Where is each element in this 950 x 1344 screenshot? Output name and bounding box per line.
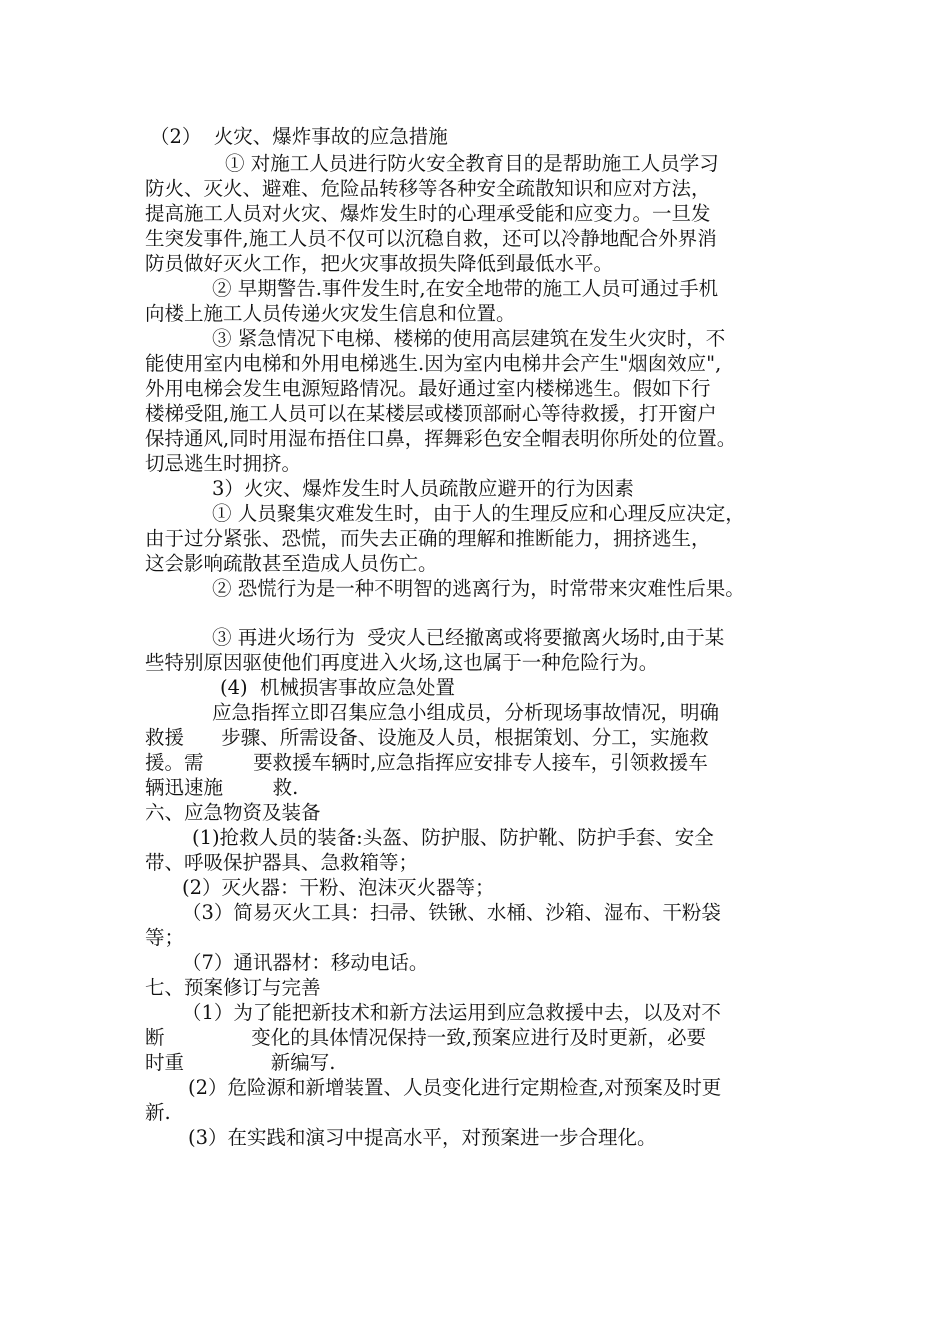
list-item: (1)抢救人员的装备:头盔、防护服、防护靴、防护手套、安全: [192, 826, 714, 849]
paragraph-line: 防火、灭火、避难、危险品转移等各种安全疏散知识和应对方法，: [145, 177, 711, 200]
paragraph-line: ③ 再进火场行为 受灾人已经撤离或将要撤离火场时,由于某: [212, 626, 725, 649]
paragraph-line: ① 对施工人员进行防火安全教育目的是帮助施工人员学习: [225, 152, 719, 175]
paragraph-line: 应急指挥立即召集应急小组成员，分析现场事故情况，明确: [212, 701, 720, 724]
paragraph-line: 生突发事件,施工人员不仅可以沉稳自救，还可以冷静地配合外界消: [145, 227, 717, 250]
list-item: （1）为了能把新技术和新方法运用到应急救援中去，以及对不: [182, 1001, 721, 1024]
paragraph-line: 辆迅速施 救.: [145, 776, 299, 799]
list-item: 等；: [145, 926, 185, 949]
paragraph-line: 切忌逃生时拥挤。: [145, 452, 302, 475]
paragraph-line: ② 早期警告.事件发生时,在安全地带的施工人员可通过手机: [212, 277, 719, 300]
list-item: 断 变化的具体情况保持一致,预案应进行及时更新，必要: [145, 1026, 706, 1049]
list-item: 时重 新编写.: [145, 1051, 336, 1074]
section-heading: 七、预案修订与完善: [145, 976, 321, 999]
paragraph-line: ① 人员聚集灾难发生时，由于人的生理反应和心理反应决定，: [212, 502, 745, 525]
section-heading: 六、应急物资及装备: [145, 801, 321, 824]
list-item: （3）简易灭火工具：扫帚、铁锹、水桶、沙箱、湿布、干粉袋: [182, 901, 721, 924]
list-item: 带、呼吸保护器具、急救箱等；: [145, 851, 419, 874]
paragraph-line: 外用电梯会发生电源短路情况。最好通过室内楼梯逃生。假如下行: [145, 377, 711, 400]
list-item: (2）危险源和新增装置、人员变化进行定期检查,对预案及时更: [188, 1076, 722, 1099]
paragraph-line: ② 恐慌行为是一种不明智的逃离行为，时常带来灾难性后果。: [212, 577, 745, 600]
list-item: (3）在实践和演习中提高水平，对预案进一步合理化。: [188, 1126, 657, 1149]
paragraph-line: 保持通风,同时用湿布捂住口鼻，挥舞彩色安全帽表明你所处的位置。: [145, 427, 737, 450]
paragraph-line: 向楼上施工人员传递火灾发生信息和位置。: [145, 302, 516, 325]
paragraph-line: 能使用室内电梯和外用电梯逃生.因为室内电梯井会产生"烟囱效应",: [145, 352, 722, 375]
paragraph-line: 由于过分紧张、恐慌，而失去正确的理解和推断能力，拥挤逃生，: [145, 527, 711, 550]
paragraph-line: 防员做好灭火工作，把火灾事故损失降低到最低水平。: [145, 252, 614, 275]
list-item: （7）通讯器材：移动电话。: [182, 951, 429, 974]
paragraph-line: 些特别原因驱使他们再度进入火场,这也属于一种危险行为。: [145, 651, 659, 674]
section-heading: （2） 火灾、爆炸事故的应急措施: [150, 125, 448, 148]
paragraph-line: 救援 步骤、所需设备、设施及人员，根据策划、分工，实施救: [145, 726, 709, 749]
paragraph-line: 提高施工人员对火灾、爆炸发生时的心理承受能和应变力。一旦发: [145, 202, 711, 225]
paragraph-line: 这会影响疏散甚至造成人员伤亡。: [145, 552, 438, 575]
paragraph-line: 援。需 要救援车辆时,应急指挥应安排专人接车，引领救援车: [145, 751, 708, 774]
paragraph-line: 楼梯受阻,施工人员可以在某楼层或楼顶部耐心等待救援，打开窗户: [145, 402, 717, 425]
list-item: 新.: [145, 1101, 171, 1124]
paragraph-line: ③ 紧急情况下电梯、楼梯的使用高层建筑在发生火灾时，不: [212, 327, 726, 350]
section-heading: (4) 机械损害事故应急处置: [220, 676, 456, 699]
list-item: (2）灭火器：干粉、泡沫灭火器等；: [182, 876, 495, 899]
section-heading: 3）火灾、爆炸发生时人员疏散应避开的行为因素: [212, 477, 634, 500]
